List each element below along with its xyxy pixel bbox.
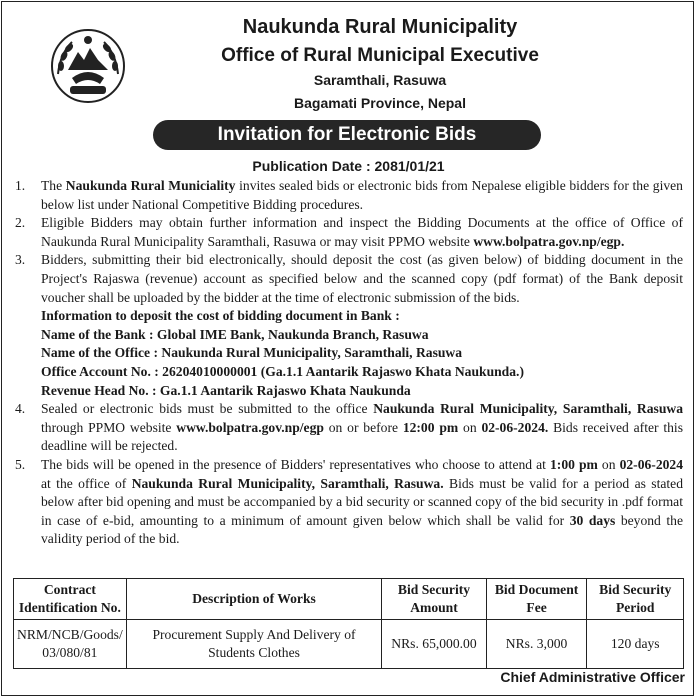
table-cell: NRs. 3,000 — [486, 620, 587, 669]
table-cell: NRM/NCB/Goods/ 03/080/81 — [14, 620, 127, 669]
text-run: The — [41, 178, 66, 193]
text-run: at the office of — [41, 475, 132, 491]
bold-text: 12:00 pm — [402, 419, 459, 435]
item-text — [41, 252, 683, 304]
text-run: Eligible Bidders may obtain further information and inspect the Bidding Documents at the office of Office of Naukunda Rural Municipality Saramthali, Rasuwa or may visit PPMO website — [41, 215, 683, 249]
table-cell: 120 days — [587, 620, 684, 669]
bank-info-heading: Information to deposit the cost of bidding document in Bank : — [41, 308, 400, 324]
municipality-name: Naukunda Rural Municipality — [242, 16, 518, 38]
table-cell: NRs. 65,000.00 — [382, 620, 486, 669]
item-number: 5. — [15, 456, 26, 472]
list-item — [15, 177, 683, 214]
publication-date: Publication Date : 2081/01/21 — [252, 158, 445, 174]
column-header: Bid Security Amount — [382, 579, 486, 620]
bold-text: Naukunda Rural Municipality, Saramthali, Rasuwa. — [131, 475, 444, 491]
bold-text: Naukunda Rural Municipality, Saramthali, Rasuwa — [373, 401, 683, 417]
item-number: 4. — [15, 401, 26, 417]
account-number: Office Account No. : 26204010000001 (Ga.1.1 Aantarik Rajaswo Khata Naukunda.) — [41, 363, 524, 379]
list-item — [15, 214, 683, 251]
signature-title: Chief Administrative Officer — [500, 669, 685, 685]
bid-table — [13, 578, 684, 669]
list-item — [15, 456, 683, 549]
text-run: The bids will be opened in the presence of Bidders' representatives who choose to attend at — [41, 456, 550, 472]
item-text — [41, 400, 683, 456]
item-number: 1. — [15, 178, 26, 193]
bank-name: Name of the Bank : Global IME Bank, Naukunda Branch, Rasuwa — [41, 326, 429, 342]
table-header-row — [14, 579, 684, 620]
office-name-info: Name of the Office : Naukunda Rural Municipality, Saramthali, Rasuwa — [41, 345, 463, 361]
revenue-head: Revenue Head No. : Ga.1.1 Aantarik Rajaswo Khata Naukunda — [41, 382, 411, 398]
bold-text: Naukunda Rural Municiality — [65, 178, 236, 193]
list-item — [15, 400, 683, 456]
address-line-1: Saramthali, Rasuwa — [313, 72, 447, 88]
table-cell: Procurement Supply And Delivery of Students Clothes — [126, 620, 382, 669]
government-emblem-icon — [48, 26, 128, 104]
bold-text: 02-06-2024. — [481, 419, 549, 435]
bold-text: 30 days — [569, 512, 616, 528]
column-header: Description of Works — [126, 579, 382, 620]
address-line-2: Bagamati Province, Nepal — [294, 95, 466, 111]
list-item — [15, 251, 683, 400]
item-number: 3. — [15, 252, 26, 268]
item-text — [41, 177, 683, 214]
text-run: through PPMO website — [41, 419, 177, 435]
text-run: invites sealed bids or electronic bids from Nepalese eligible bidders for the given below list under National Competitive Bidding procedures. — [41, 178, 683, 212]
text-run: on or before — [323, 419, 403, 435]
text-run: Bids received after this deadline will be rejected. — [41, 419, 683, 454]
column-header: Bid Document Fee — [486, 579, 587, 620]
notice-body — [15, 177, 683, 549]
item-text — [41, 456, 683, 549]
column-header: Contract Identification No. — [14, 579, 127, 620]
item-text — [41, 214, 683, 251]
text-run: Sealed or electronic bids must be submitted to the office — [41, 401, 374, 417]
text-run: Bidders, submitting their bid electronically, should deposit the cost (as given below) of bidding document in the Project's Rajaswa (revenue) account as specified below and the scanned copy (pdf format) of the Bank deposit voucher shall be uploaded by the bidder at the time of electronic submission of the bids. — [41, 252, 683, 305]
text-run: on — [597, 456, 620, 472]
bold-text: 02-06-2024 — [619, 456, 684, 472]
notice-title-banner: Invitation for Electronic Bids — [153, 120, 541, 150]
bold-text: www.bolpatra.gov.np/egp — [176, 419, 324, 435]
item-number: 2. — [15, 215, 26, 231]
text-run: on — [458, 419, 482, 435]
bold-text: www.bolpatra.gov.np/egp. — [473, 233, 625, 249]
bold-text: 1:00 pm — [550, 456, 598, 472]
text-run: beyond the validity period of the bid. — [41, 512, 683, 547]
office-name: Office of Rural Municipal Executive — [221, 45, 539, 66]
text-run: Bids must be valid for a period as stated below after bid opening and must be accompanied by a bid security or scanned copy of the bid security in .pdf format in case of e-bid, amounting to a minimum of amount given below which shall be valid for — [41, 475, 683, 528]
table-row — [14, 620, 684, 669]
column-header: Bid Security Period — [587, 579, 684, 620]
